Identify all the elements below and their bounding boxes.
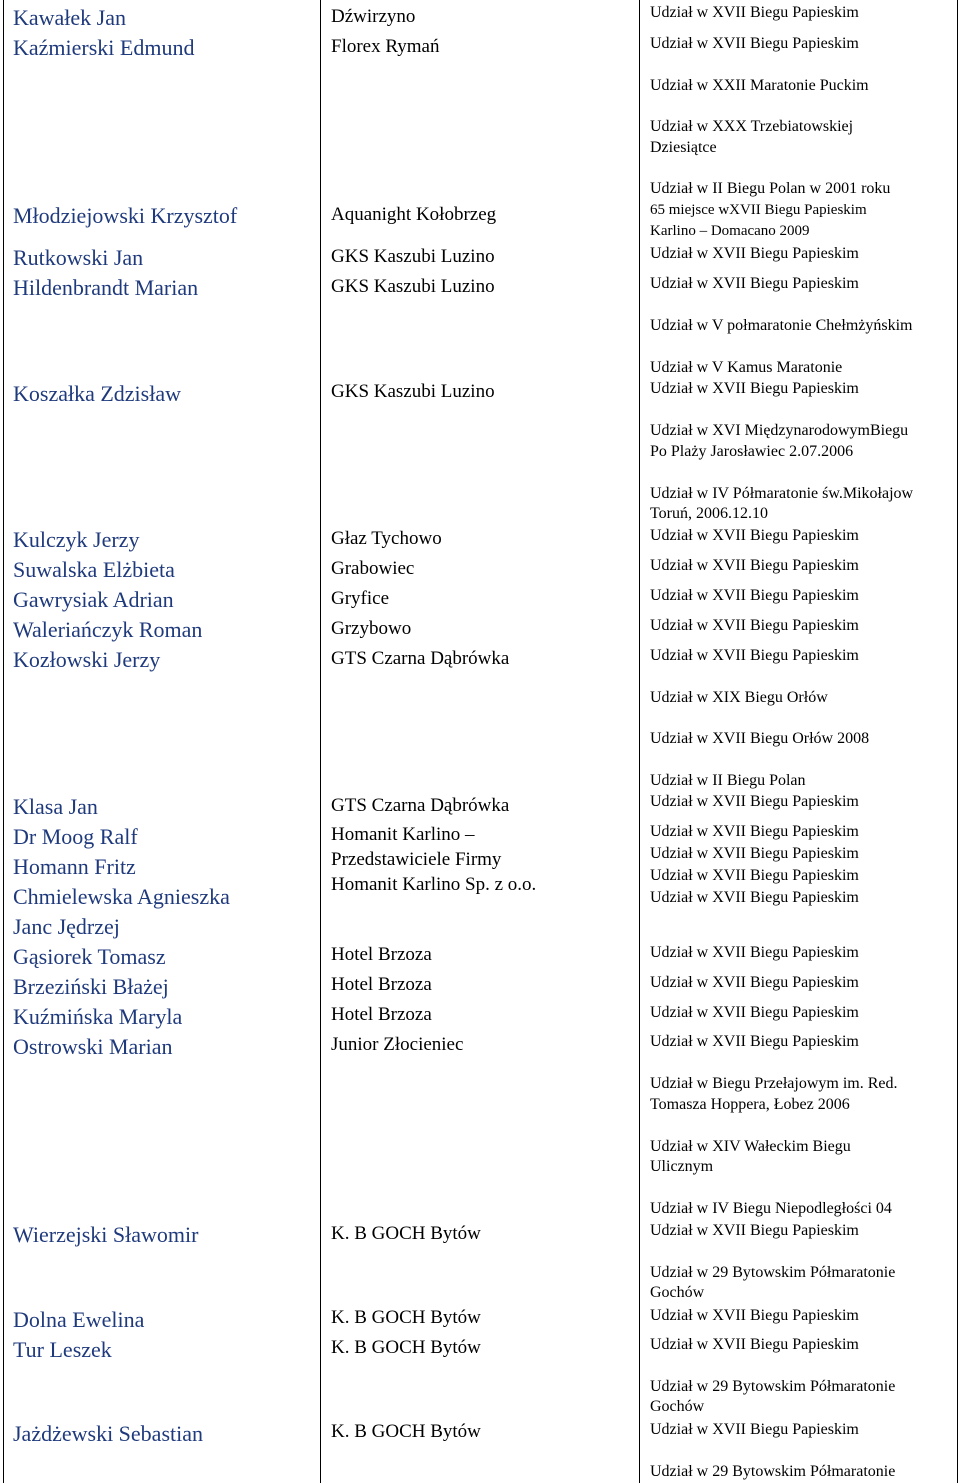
race-participation-note: Udział w 29 Bytowskim Półmaratonie — [650, 1463, 896, 1480]
race-participation-note: Udział w V połmaratonie Chełmżyńskim — [650, 317, 913, 334]
participant-name: Suwalska Elżbieta — [13, 557, 175, 582]
race-participation-note: Gochów — [650, 1398, 705, 1415]
race-participation-note: Udział w II Biegu Polan w 2001 roku — [650, 180, 891, 197]
club-name: Hotel Brzoza — [331, 944, 432, 965]
club-name: Hotel Brzoza — [331, 1004, 432, 1025]
table-border-right — [957, 0, 958, 1483]
race-participation-note: Po Plaży Jarosławiec 2.07.2006 — [650, 443, 854, 460]
race-participation-note: Udział w XVII Biegu Papieskim — [650, 617, 859, 634]
participant-name: Hildenbrandt Marian — [13, 275, 199, 300]
race-participation-note: Ulicznym — [650, 1158, 714, 1175]
club-name: K. B GOCH Bytów — [331, 1337, 481, 1358]
race-participation-note: Udział w XVII Biegu Papieskim — [650, 793, 859, 810]
race-participation-note: Udział w IV Biegu Niepodległości 04 — [650, 1200, 892, 1217]
race-participation-note: Toruń, 2006.12.10 — [650, 505, 768, 522]
race-participation-note: Udział w XIX Biegu Orłów — [650, 689, 828, 706]
race-participation-note: Udział w XVII Biegu Papieskim — [650, 1222, 859, 1239]
participant-name: Wierzejski Sławomir — [13, 1222, 199, 1247]
race-participation-note: Udział w II Biegu Polan — [650, 772, 806, 789]
race-participation-note: Udział w XVII Biegu Papieskim — [650, 275, 859, 292]
participant-name: Klasa Jan — [13, 794, 98, 819]
club-name: Grzybowo — [331, 618, 412, 639]
race-participation-note: Udział w XVII Biegu Papieskim — [650, 380, 859, 397]
participant-name: Brzeziński Błażej — [13, 974, 169, 999]
race-participation-note: Udział w XVI MiędzynarodowymBiegu — [650, 422, 909, 439]
participant-name: Homann Fritz — [13, 854, 136, 879]
club-name: K. B GOCH Bytów — [331, 1307, 481, 1328]
race-participation-note: Udział w XVII Biegu Papieskim — [650, 245, 859, 262]
participant-name: Jażdżewski Sebastian — [13, 1421, 203, 1446]
race-participation-note: Karlino – Domacano 2009 — [650, 223, 810, 239]
race-participation-note: Udział w XVII Biegu Papieskim — [650, 587, 859, 604]
race-participation-note: Udział w XXII Maratonie Puckim — [650, 77, 869, 94]
participant-name: Gawrysiak Adrian — [13, 587, 174, 612]
race-participation-note: Gochów — [650, 1284, 705, 1301]
participant-name: Kaźmierski Edmund — [13, 35, 195, 60]
club-name: GKS Kaszubi Luzino — [331, 381, 495, 402]
race-participation-note: Udział w XVII Biegu Papieskim — [650, 647, 859, 664]
participant-name: Rutkowski Jan — [13, 245, 144, 270]
participant-name: Tur Leszek — [13, 1337, 112, 1362]
club-name: GKS Kaszubi Luzino — [331, 246, 495, 267]
participant-name: Gąsiorek Tomasz — [13, 944, 166, 969]
race-participation-note: Udział w XVII Biegu Papieskim — [650, 944, 859, 961]
participant-name: Ostrowski Marian — [13, 1034, 173, 1059]
race-participation-note: Udział w XVII Biegu Papieskim — [650, 4, 859, 21]
race-participation-note: Udział w XVII Biegu Papieskim — [650, 35, 859, 52]
race-participation-note: Udział w 29 Bytowskim Półmaratonie — [650, 1264, 896, 1281]
race-participation-note: Udział w XVII Biegu Papieskim — [650, 867, 859, 884]
column-divider-1 — [320, 0, 321, 1483]
participant-name: Dolna Ewelina — [13, 1307, 145, 1332]
participant-name: Dr Moog Ralf — [13, 824, 138, 849]
race-participation-note: Udział w V Kamus Maratonie — [650, 359, 843, 376]
participant-name: Janc Jędrzej — [13, 914, 120, 939]
participant-name: Waleriańczyk Roman — [13, 617, 203, 642]
column-divider-2 — [639, 0, 640, 1483]
club-name: Gryfice — [331, 588, 390, 609]
participant-name: Młodziejowski Krzysztof — [13, 203, 238, 228]
club-name: Przedstawiciele Firmy — [331, 849, 502, 870]
race-participation-note: Udział w XVII Biegu Papieskim — [650, 557, 859, 574]
club-name: GTS Czarna Dąbrówka — [331, 795, 510, 816]
race-participation-note: Udział w XIV Wałeckim Biegu — [650, 1138, 851, 1155]
race-participation-note: Udział w XVII Biegu Papieskim — [650, 1307, 859, 1324]
club-name: Dźwirzyno — [331, 6, 416, 27]
race-participation-note: Udział w 29 Bytowskim Półmaratonie — [650, 1378, 896, 1395]
race-participation-note: Udział w XVII Biegu Papieskim — [650, 1336, 859, 1353]
race-participation-note: Udział w IV Półmaratonie św.Mikołajow — [650, 485, 914, 502]
race-participation-note: Udział w XVII Biegu Papieskim — [650, 1004, 859, 1021]
race-participation-note: Udział w XXX Trzebiatowskiej — [650, 118, 854, 135]
club-name: K. B GOCH Bytów — [331, 1223, 481, 1244]
club-name: Hotel Brzoza — [331, 974, 432, 995]
race-participation-note: Udział w XVII Biegu Papieskim — [650, 974, 859, 991]
race-participation-note: Udział w XVII Biegu Papieskim — [650, 845, 859, 862]
club-name: Grabowiec — [331, 558, 415, 579]
club-name: Głaz Tychowo — [331, 528, 442, 549]
race-participation-note: Dziesiątce — [650, 139, 717, 156]
participant-name: Kawałek Jan — [13, 5, 127, 30]
participant-name: Koszałka Zdzisław — [13, 381, 181, 406]
table-border-left — [3, 0, 4, 1483]
club-name: Homanit Karlino Sp. z o.o. — [331, 874, 537, 895]
club-name: K. B GOCH Bytów — [331, 1421, 481, 1442]
race-participation-note: Udział w XVII Biegu Orłów 2008 — [650, 730, 870, 747]
race-participation-note: Udział w XVII Biegu Papieskim — [650, 527, 859, 544]
race-participation-note: Udział w XVII Biegu Papieskim — [650, 1421, 859, 1438]
participant-name: Kozłowski Jerzy — [13, 647, 161, 672]
race-participation-note: Tomasza Hoppera, Łobez 2006 — [650, 1096, 850, 1113]
race-participation-note: Udział w Biegu Przełajowym im. Red. — [650, 1075, 898, 1092]
race-participation-note: Udział w XVII Biegu Papieskim — [650, 889, 859, 906]
club-name: Homanit Karlino – — [331, 824, 475, 845]
club-name: Florex Rymań — [331, 36, 440, 57]
club-name: GTS Czarna Dąbrówka — [331, 648, 510, 669]
club-name: Junior Złocieniec — [331, 1034, 464, 1055]
participant-name: Chmielewska Agnieszka — [13, 884, 230, 909]
race-participation-note: Udział w XVII Biegu Papieskim — [650, 1033, 859, 1050]
club-name: Aquanight Kołobrzeg — [331, 204, 497, 225]
participant-name: Kulczyk Jerzy — [13, 527, 140, 552]
participant-name: Kuźmińska Maryla — [13, 1004, 183, 1029]
race-participation-note: Udział w XVII Biegu Papieskim — [650, 823, 859, 840]
race-participation-note: 65 miejsce wXVII Biegu Papieskim — [650, 202, 867, 218]
club-name: GKS Kaszubi Luzino — [331, 276, 495, 297]
